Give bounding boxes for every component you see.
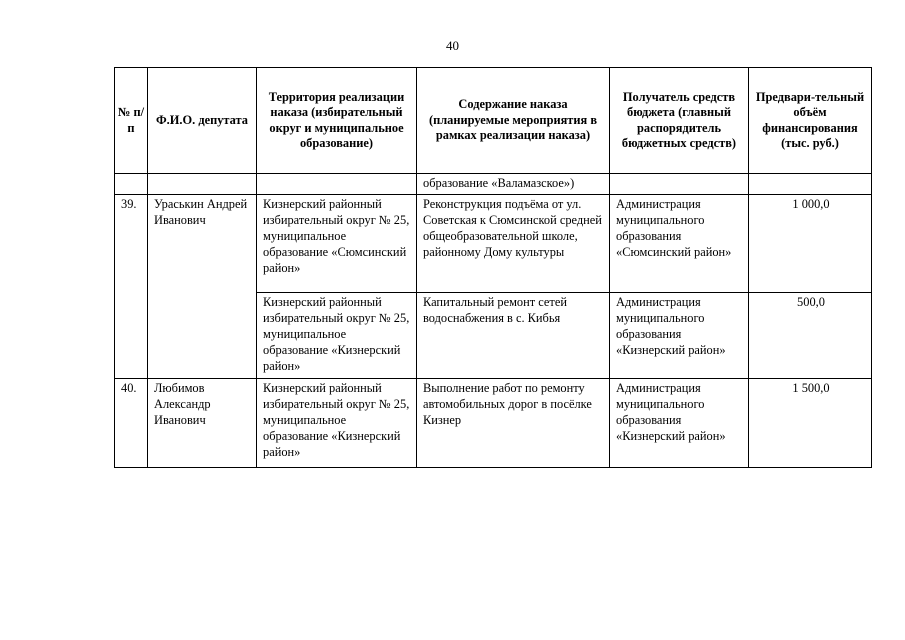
cell-recipient: Администрация муниципального образования «Сюмсинский район» bbox=[610, 195, 749, 293]
cell-territory: Кизнерский районный избирательный округ № 25, муниципальное образование «Кизнерский район» bbox=[257, 293, 417, 379]
cell-territory: Кизнерский районный избирательный округ № 25, муниципальное образование «Кизнерский район» bbox=[257, 379, 417, 468]
cell-funding: 1 000,0 bbox=[749, 195, 872, 293]
orders-table bbox=[114, 67, 872, 468]
cell-funding: 500,0 bbox=[749, 293, 872, 379]
table-row bbox=[115, 379, 872, 468]
header-name: Ф.И.О. депутата bbox=[148, 68, 257, 174]
table-row bbox=[115, 195, 872, 293]
cell-num bbox=[115, 174, 148, 195]
cell-recipient: Администрация муниципального образования «Кизнерский район» bbox=[610, 379, 749, 468]
header-content: Содержание наказа (планируемые мероприятия в рамках реализации наказа) bbox=[417, 68, 610, 174]
table-header-row bbox=[115, 68, 872, 174]
header-num: № п/п bbox=[115, 68, 148, 174]
header-recipient: Получатель средств бюджета (главный распорядитель бюджетных средств) bbox=[610, 68, 749, 174]
page-number: 40 bbox=[446, 38, 459, 53]
cell-recipient: Администрация муниципального образования «Кизнерский район» bbox=[610, 293, 749, 379]
cell-name: Ураськин Андрей Иванович bbox=[148, 195, 257, 379]
cell-funding: 1 500,0 bbox=[749, 379, 872, 468]
table-row-continuation bbox=[115, 174, 872, 195]
header-funding: Предвари-тельный объём финансирования (тыс. руб.) bbox=[749, 68, 872, 174]
cell-territory: Кизнерский районный избирательный округ № 25, муниципальное образование «Сюмсинский район» bbox=[257, 195, 417, 293]
cell-num: 39. bbox=[115, 195, 148, 379]
cell-name bbox=[148, 174, 257, 195]
cell-funding bbox=[749, 174, 872, 195]
cell-num: 40. bbox=[115, 379, 148, 468]
header-territory: Территория реализации наказа (избирательный округ и муниципальное образование) bbox=[257, 68, 417, 174]
cell-territory bbox=[257, 174, 417, 195]
cell-name: Любимов Александр Иванович bbox=[148, 379, 257, 468]
cell-content: образование «Валамазское») bbox=[417, 174, 610, 195]
cell-content: Выполнение работ по ремонту автомобильных дорог в посёлке Кизнер bbox=[417, 379, 610, 468]
cell-content: Капитальный ремонт сетей водоснабжения в с. Кибья bbox=[417, 293, 610, 379]
cell-content: Реконструкция подъёма от ул. Советская к Сюмсинской средней общеобразовательной школе, районному Дому культуры bbox=[417, 195, 610, 293]
cell-recipient bbox=[610, 174, 749, 195]
